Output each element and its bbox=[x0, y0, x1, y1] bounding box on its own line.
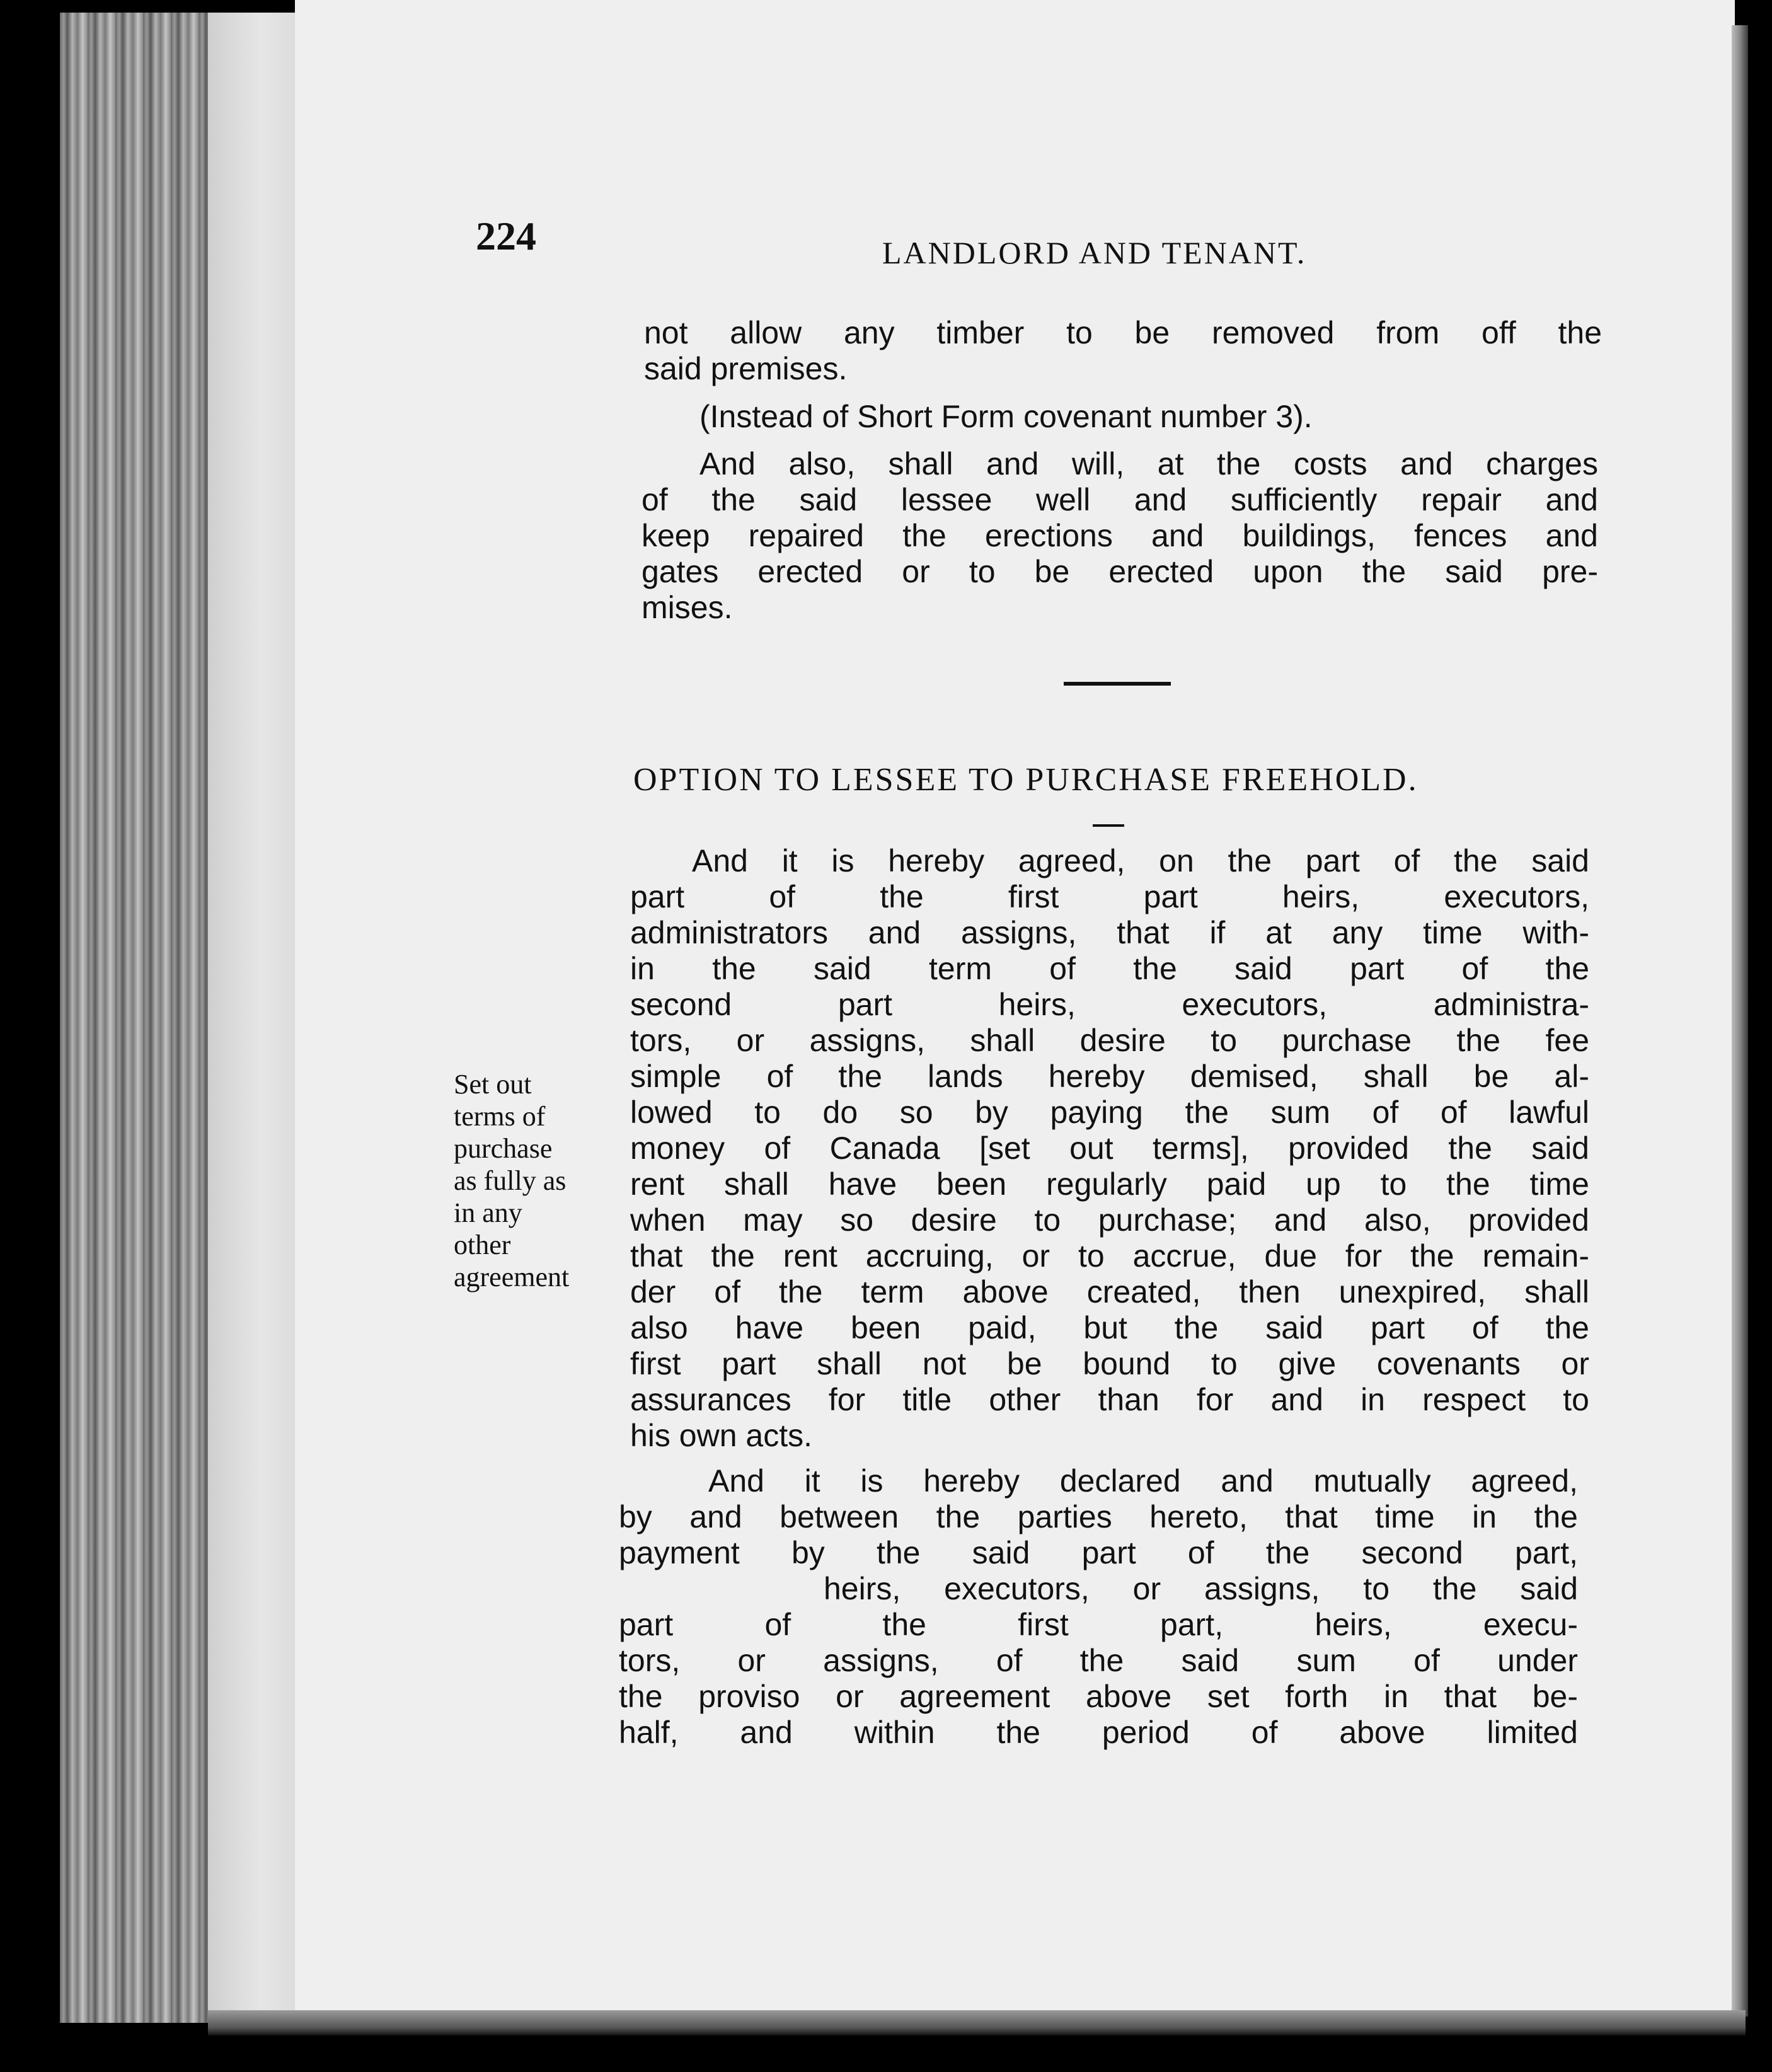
section-heading: OPTION TO LESSEE TO PURCHASE FREEHOLD. bbox=[633, 762, 1418, 798]
text-line: gates erected or to be erected upon the said pre- bbox=[641, 554, 1598, 589]
text-line: part of the first part heirs, executors, bbox=[630, 879, 1589, 914]
text-line: not allow any timber to be removed from off the bbox=[644, 315, 1602, 350]
text-line: in the said term of the said part of the bbox=[630, 951, 1589, 986]
text-line: lowed to do so by paying the sum of of lawful bbox=[630, 1095, 1589, 1130]
text-line: keep repaired the erections and buildings, fences and bbox=[641, 518, 1598, 553]
text-line: when may so desire to purchase; and also, provided bbox=[630, 1202, 1589, 1238]
text-line: first part shall not be bound to give covenants or bbox=[630, 1346, 1589, 1381]
margin-note-line: purchase bbox=[454, 1133, 553, 1164]
text-line: by and between the parties hereto, that time in the bbox=[619, 1499, 1578, 1534]
text-line: also have been paid, but the said part of the bbox=[630, 1310, 1589, 1345]
text-line: the proviso or agreement above set forth in that be- bbox=[619, 1679, 1578, 1714]
text-line: heirs, executors, or assigns, to the said bbox=[824, 1571, 1578, 1606]
text-line: of the said lessee well and sufficiently repair and bbox=[641, 482, 1598, 517]
top-paragraph bbox=[644, 315, 1602, 387]
text-line: second part heirs, executors, administra- bbox=[630, 987, 1589, 1022]
repair-paragraph bbox=[641, 446, 1598, 626]
text-line: tors, or assigns, of the said sum of under bbox=[619, 1643, 1578, 1678]
text-line: that the rent accruing, or to accrue, due for the remain- bbox=[630, 1238, 1589, 1274]
text-line: his own acts. bbox=[630, 1418, 813, 1453]
declared-paragraph bbox=[619, 1463, 1578, 1751]
margin-note-line: Set out bbox=[454, 1069, 532, 1100]
section-divider bbox=[1064, 682, 1171, 686]
margin-note-line: agreement bbox=[454, 1262, 570, 1292]
text-line: mises. bbox=[641, 590, 733, 625]
margin-note-line: as fully as bbox=[454, 1165, 567, 1196]
running-title: LANDLORD AND TENANT. bbox=[882, 235, 1307, 270]
text-line: der of the term above created, then unexpired, shall bbox=[630, 1274, 1589, 1309]
binding-shadow-right bbox=[1732, 25, 1748, 2017]
text-line: money of Canada [set out terms], provided the said bbox=[630, 1131, 1589, 1166]
heading-underline bbox=[1093, 824, 1124, 827]
page-bottom-edge bbox=[208, 2010, 1746, 2035]
margin-note-line: in any bbox=[454, 1197, 522, 1228]
option-paragraph bbox=[630, 843, 1589, 1454]
text-line: rent shall have been regularly paid up to the time bbox=[630, 1166, 1589, 1202]
page-edges-highlight bbox=[208, 13, 296, 2023]
text-line: tors, or assigns, shall desire to purchase the fee bbox=[630, 1023, 1589, 1058]
margin-note-line: terms of bbox=[454, 1101, 546, 1132]
text-line: simple of the lands hereby demised, shall be al- bbox=[630, 1059, 1589, 1094]
text-line: And it is hereby agreed, on the part of the said bbox=[692, 843, 1589, 878]
text-line: payment by the said part of the second part, bbox=[619, 1535, 1578, 1570]
margin-note bbox=[454, 1068, 569, 1293]
page-number: 224 bbox=[476, 214, 536, 258]
text-line: half, and within the period of above limited bbox=[619, 1715, 1578, 1750]
text-line: And it is hereby declared and mutually agreed, bbox=[708, 1463, 1578, 1499]
text-line: administrators and assigns, that if at any time with- bbox=[630, 915, 1589, 950]
instead-note: (Instead of Short Form covenant number 3). bbox=[699, 399, 1313, 434]
text-line: assurances for title other than for and in respect to bbox=[630, 1382, 1589, 1417]
margin-note-line: other bbox=[454, 1229, 511, 1260]
text-line: said premises. bbox=[644, 351, 848, 386]
text-line: part of the first part, heirs, execu- bbox=[619, 1607, 1578, 1642]
text-line: And also, shall and will, at the costs and charges bbox=[699, 446, 1598, 481]
